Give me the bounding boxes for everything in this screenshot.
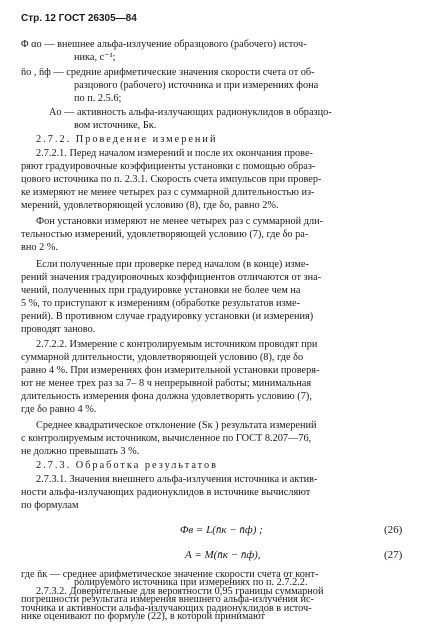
text-line: Среднее квадратическое отклонение (Sк ) результата измерений	[36, 420, 317, 431]
text-line: нике оценивают по формуле (22), в которой принимают	[21, 611, 266, 622]
text-line: Aо — активность альфа-излучающих радионуклидов в образцо-	[49, 107, 332, 118]
text-line: 2.7.3.2. Доверительные для вероятности 0,95 границы суммарной	[36, 585, 324, 597]
page-header: Стр. 12 ГОСТ 26305—84	[21, 13, 137, 24]
text-line: погрешности результата измерения внешнего альфа-излучения ис-	[21, 594, 314, 606]
text-line: точника и активности альфа-излучающих радионуклидов в источ-	[21, 602, 312, 614]
text-line: ролируемого источника при измерениях по п. 2.7.2.2.	[74, 577, 308, 589]
text-line: рений значения градуировочных коэффициентов отличаются от зна-	[21, 272, 322, 283]
text-line: ке измеряют не менее четырех раз с суммарной длительностью из-	[21, 187, 315, 198]
text-line: ности альфа-излучающих радионуклидов в источнике вычисляют	[21, 487, 311, 498]
text-line: с контролируемым источником, вычисленное по ГОСТ 8.207—76,	[21, 433, 312, 444]
text-line: разцового (рабочего) источника и при измерениях фона	[74, 80, 319, 91]
text-line: проводят заново.	[21, 324, 96, 335]
text-line: 2.7.2.2. Измерение с контролируемым источником проводят при	[36, 339, 318, 350]
text-line: ника, с⁻¹;	[74, 52, 116, 63]
text-line: где n̄к — среднее арифметическое значение скорости счета от конт-	[21, 569, 319, 580]
text-line: 2.7.2.1. Перед началом измерений и после их окончания прове-	[36, 148, 313, 159]
text-line: ют не менее трех раз за 7– 8 ч непрерывной работы; минимальная	[21, 378, 312, 389]
formula-26: Φв = L(n̄к − n̄ф) ;	[180, 524, 263, 536]
formula-27: A = M(n̄к − n̄ф),	[185, 549, 261, 561]
text-line: по формулам	[21, 500, 79, 511]
text-line: длительность измерения фона должна удовлетворять условию (7),	[21, 391, 312, 402]
text-line: Если полученные при проверке перед началом (в конце) изме-	[36, 259, 309, 270]
text-line: вно 2 %.	[21, 242, 58, 253]
text-line: ряют градуировочные коэффициенты установки с помощью образ-	[21, 161, 316, 172]
text-line: цового источника по п. 2.3.1. Скорость счета импульсов при провер-	[21, 174, 322, 185]
text-line: суммарной длительности, удовлетворяющей условию (8), где δо	[21, 352, 304, 363]
text-line: чений, полученных при градуировке установки не более чем на	[21, 285, 301, 296]
text-line: Фон установки измеряют не менее четырех раз с суммарной дли-	[36, 216, 324, 227]
section-heading: 2.7.2. Проведение измерений	[36, 134, 218, 145]
formula-number: (27)	[384, 549, 403, 561]
text-line: n̄о , n̄ф — средние арифметические значения скорости счета от об-	[21, 67, 315, 78]
text-line: 2.7.3.1. Значения внешнего альфа-излучения источника и актив-	[36, 474, 318, 485]
text-line: рений). В противном случае градуировку установки (и измерения)	[21, 311, 314, 322]
text-line: тельностью измерений, удовлетворяющей условию (7), где δо ра-	[21, 229, 309, 240]
text-line: равно 4 %. При измерениях фон измерительной установки проверя-	[21, 365, 320, 376]
formula-number: (26)	[384, 524, 403, 536]
text-line: мерений, удовлетворяющей условию (8), где δо, равно 2%.	[21, 200, 279, 211]
text-line: Φ αо — внешнее альфа-излучение образцового (рабочего) источ-	[21, 39, 307, 50]
text-line: где δо равно 4 %.	[21, 404, 97, 415]
text-line: вом источнике, Бк.	[74, 120, 157, 131]
section-heading: 2.7.3. Обработка результатов	[36, 460, 219, 471]
text-line: 5 %, то приступают к измерениям (обработке результатов изме-	[21, 298, 300, 309]
text-line: по п. 2.5.6;	[74, 93, 122, 104]
text-line: не должно превышать 3 %.	[21, 446, 140, 457]
